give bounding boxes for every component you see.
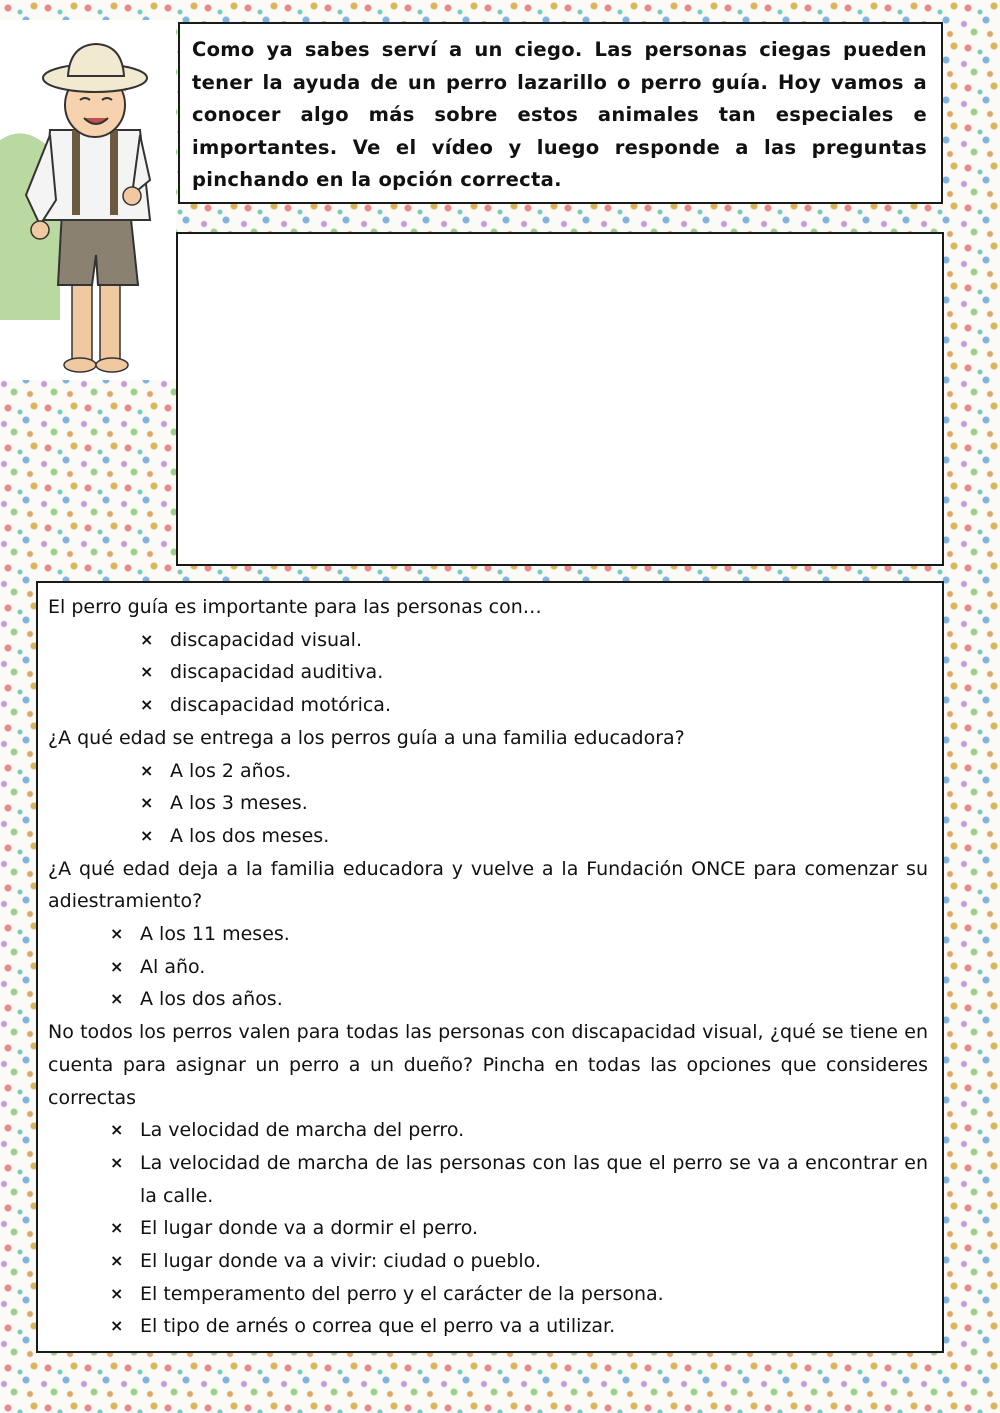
options-list-3	[48, 918, 928, 1016]
cross-icon: ×	[110, 1316, 124, 1336]
cross-icon: ×	[110, 1120, 124, 1140]
question-4: No todos los perros valen para todas las personas con discapacidad visual, ¿qué se tiene en cuenta para asignar un perro a un dueño? Pincha en todas las opciones que consideres correctas	[48, 1021, 928, 1109]
cross-icon: ×	[110, 1283, 124, 1303]
option-2-1[interactable]: × A los 2 años.	[170, 755, 928, 788]
cross-icon: ×	[140, 662, 154, 682]
options-list-2	[48, 755, 928, 853]
intro-paragraph: Como ya sabes serví a un ciego. Las personas ciegas pueden tener la ayuda de un perro lazarillo o perro guía. Hoy vamos a conocer algo más sobre estos animales tan especiales e importantes. Ve el vídeo y luego responde a las preguntas pinchando en la opción correcta.	[192, 38, 927, 191]
intro-text-box	[178, 22, 943, 204]
option-3-2[interactable]: × Al año.	[140, 951, 928, 984]
option-1-2[interactable]: × discapacidad auditiva.	[170, 656, 928, 689]
option-3-1[interactable]: × A los 11 meses.	[140, 918, 928, 951]
video-frame[interactable]	[176, 232, 944, 566]
cross-icon: ×	[110, 924, 124, 944]
option-2-2[interactable]: × A los 3 meses.	[170, 787, 928, 820]
cross-icon: ×	[110, 1152, 124, 1172]
question-3: ¿A qué edad deja a la familia educadora y vuelve a la Fundación ONCE para comenzar su adiestramiento?	[48, 857, 928, 913]
option-3-3[interactable]: × A los dos años.	[140, 983, 928, 1016]
cross-icon: ×	[110, 989, 124, 1009]
options-list-4	[48, 1114, 928, 1343]
option-4-3[interactable]: × El lugar donde va a dormir el perro.	[140, 1212, 928, 1245]
option-4-1[interactable]: × La velocidad de marcha del perro.	[140, 1114, 928, 1147]
quiz-panel	[36, 581, 944, 1353]
cross-icon: ×	[140, 629, 154, 649]
options-list-1	[48, 624, 928, 722]
cross-icon: ×	[140, 825, 154, 845]
cross-icon: ×	[110, 1251, 124, 1271]
question-1: El perro guía es importante para las personas con…	[48, 596, 542, 618]
option-1-3[interactable]: × discapacidad motórica.	[170, 689, 928, 722]
option-1-1[interactable]: × discapacidad visual.	[170, 624, 928, 657]
cross-icon: ×	[140, 760, 154, 780]
option-4-6[interactable]: × El tipo de arnés o correa que el perro va a utilizar.	[140, 1310, 928, 1343]
cross-icon: ×	[110, 1218, 124, 1238]
cross-icon: ×	[140, 695, 154, 715]
cross-icon: ×	[140, 793, 154, 813]
option-4-4[interactable]: × El lugar donde va a vivir: ciudad o pueblo.	[140, 1245, 928, 1278]
option-4-2[interactable]: × La velocidad de marcha de las personas con las que el perro se va a encontrar en la calle.	[140, 1147, 928, 1212]
character-illustration	[0, 20, 176, 380]
cross-icon: ×	[110, 956, 124, 976]
option-2-3[interactable]: × A los dos meses.	[170, 820, 928, 853]
option-4-5[interactable]: × El temperamento del perro y el carácter de la persona.	[140, 1278, 928, 1311]
question-2: ¿A qué edad se entrega a los perros guía a una familia educadora?	[48, 726, 685, 749]
